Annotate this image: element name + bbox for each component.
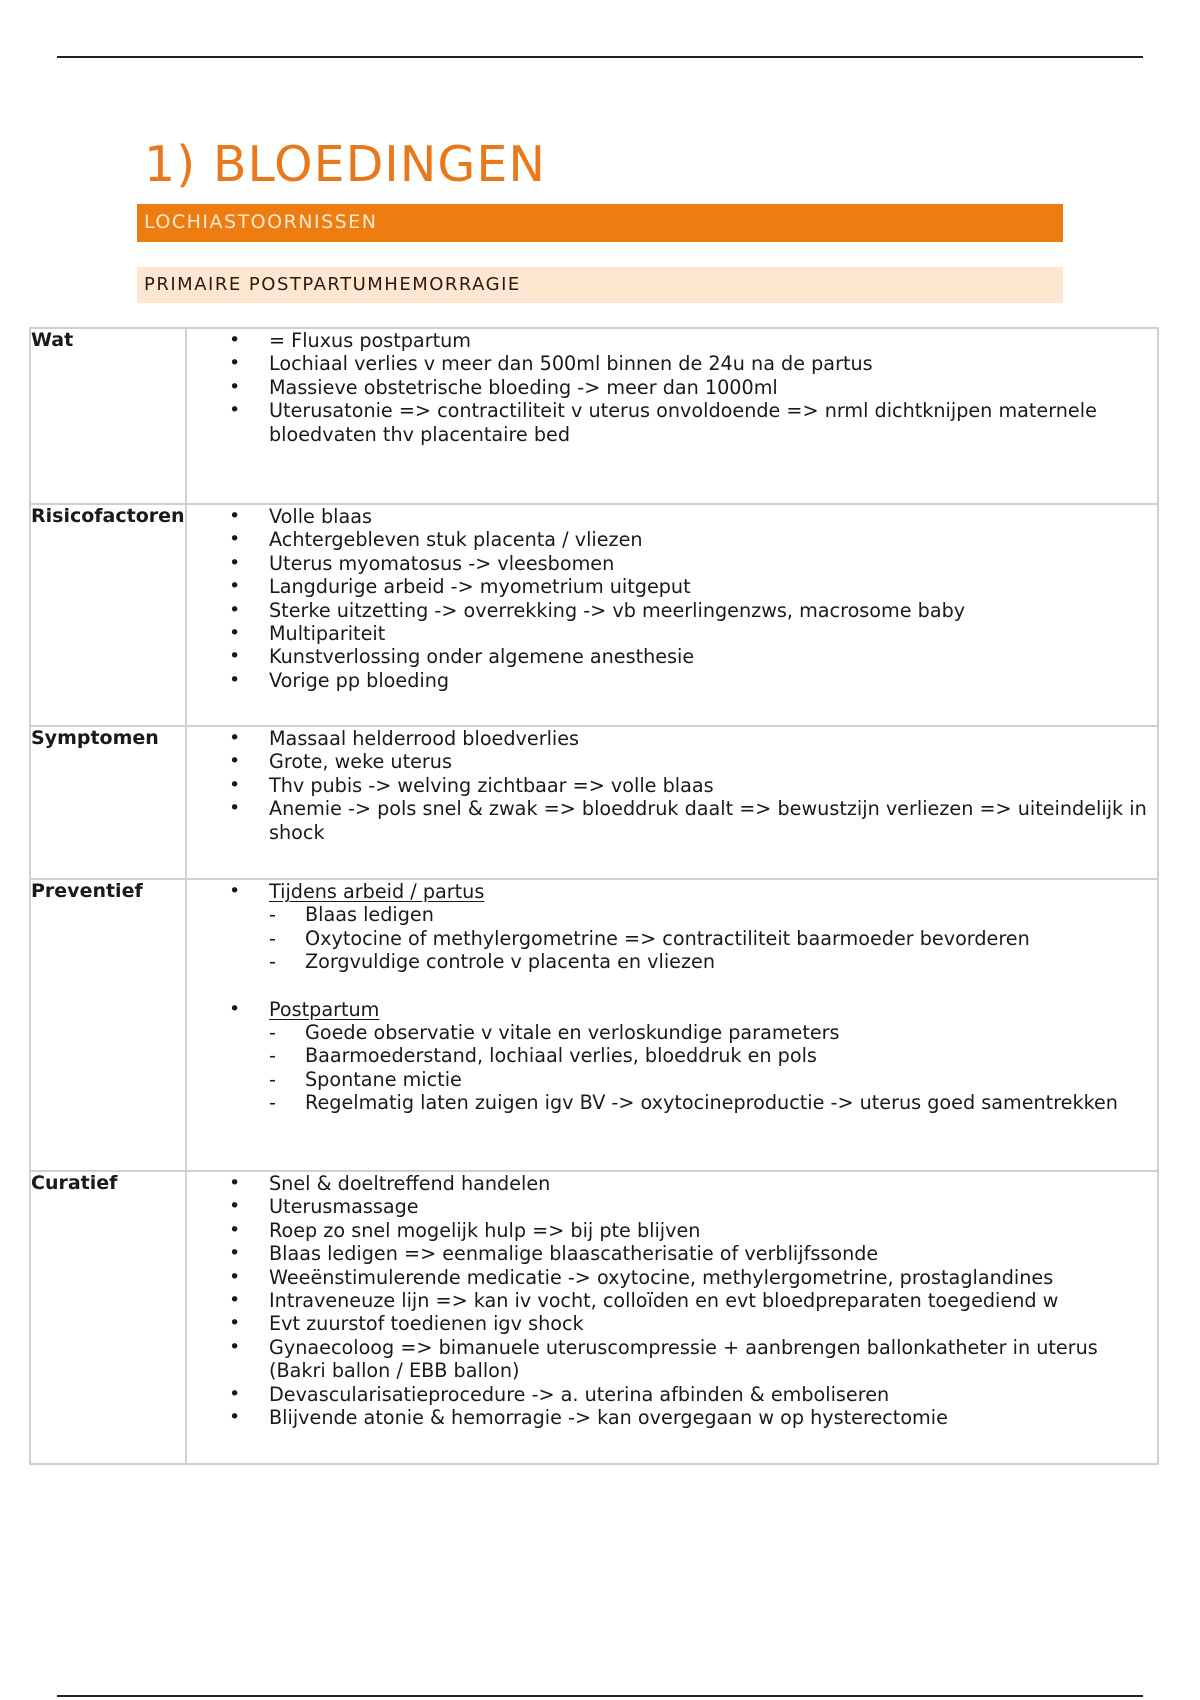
row-label: Symptomen [30,726,186,879]
list-item: • Kunstverlossing onder algemene anesthesie [187,645,1157,668]
list-item: • Thv pubis -> welving zichtbaar => volle blaas [187,774,1157,797]
row-content [186,879,1158,1171]
list-item: • = Fluxus postpartum [187,329,1157,352]
row-content [186,1171,1158,1464]
list-item: • Roep zo snel mogelijk hulp => bij pte blijven [187,1219,1157,1242]
list-item: • Volle blaas [187,505,1157,528]
table-row-curatief [30,1171,1158,1464]
row-label: Wat [30,328,186,504]
table-row-symptomen [30,726,1158,879]
list-item: • Blaas ledigen => eenmalige blaascatherisatie of verblijfssonde [187,1242,1157,1265]
sub-list-item: - Spontane mictie [187,1068,1157,1091]
sub-list-item: - Regelmatig laten zuigen igv BV -> oxytocineproductie -> uterus goed samentrekken [187,1091,1157,1114]
list-item: • Langdurige arbeid -> myometrium uitgeput [187,575,1157,598]
list-item: • Uterus myomatosus -> vleesbomen [187,552,1157,575]
table-row-wat [30,328,1158,504]
list-item: • Grote, weke uterus [187,750,1157,773]
row-label: Risicofactoren [30,504,186,726]
list-item: • Achtergebleven stuk placenta / vliezen [187,528,1157,551]
sub-list-item: - Goede observatie v vitale en verloskundige parameters [187,1021,1157,1044]
list-item-heading: • Tijdens arbeid / partus [187,880,1157,903]
row-content [186,726,1158,879]
list-item: • Lochiaal verlies v meer dan 500ml binnen de 24u na de partus [187,352,1157,375]
row-label: Preventief [30,879,186,1171]
table-row-risicofactoren [30,504,1158,726]
row-content [186,328,1158,504]
sub-list-item: - Zorgvuldige controle v placenta en vliezen [187,950,1157,973]
list-item: • Uterusatonie => contractiliteit v uterus onvoldoende => nrml dichtknijpen maternele bloedvaten thv placentaire bed [187,399,1157,446]
list-item: • Anemie -> pols snel & zwak => bloeddruk daalt => bewustzijn verliezen => uiteindelijk in shock [187,797,1157,844]
header-rule [57,56,1143,58]
list-item: • Blijvende atonie & hemorragie -> kan overgegaan w op hysterectomie [187,1406,1157,1429]
list-item: • Vorige pp bloeding [187,669,1157,692]
list-item: • Uterusmassage [187,1195,1157,1218]
list-item: • Massieve obstetrische bloeding -> meer dan 1000ml [187,376,1157,399]
row-label: Curatief [30,1171,186,1464]
list-item: • Devascularisatieprocedure -> a. uterina afbinden & emboliseren [187,1383,1157,1406]
sub-list-item: - Baarmoederstand, lochiaal verlies, bloeddruk en pols [187,1044,1157,1067]
table-row-preventief [30,879,1158,1171]
list-item: • Sterke uitzetting -> overrekking -> vb meerlingenzws, macrosome baby [187,599,1157,622]
section-heading: LOCHIASTOORNISSEN [137,204,1063,242]
row-content [186,504,1158,726]
list-item: • Multipariteit [187,622,1157,645]
footer-rule [57,1695,1143,1697]
list-item-heading: • Postpartum [187,998,1157,1021]
sub-list-item: - Oxytocine of methylergometrine => contractiliteit baarmoeder bevorderen [187,927,1157,950]
sub-list-item: - Blaas ledigen [187,903,1157,926]
list-item: • Evt zuurstof toedienen igv shock [187,1312,1157,1335]
list-item: • Intraveneuze lijn => kan iv vocht, colloïden en evt bloedpreparaten toegediend w [187,1289,1157,1312]
info-table [29,327,1159,1465]
list-item: • Massaal helderrood bloedverlies [187,727,1157,750]
subsection-heading: PRIMAIRE POSTPARTUMHEMORRAGIE [137,267,1063,303]
page-title: 1) BLOEDINGEN [144,136,546,193]
list-item: • Snel & doeltreffend handelen [187,1172,1157,1195]
list-item: • Gynaecoloog => bimanuele uteruscompressie + aanbrengen ballonkatheter in uterus (Bakri ballon / EBB ballon) [187,1336,1157,1383]
list-item: • Weeënstimulerende medicatie -> oxytocine, methylergometrine, prostaglandines [187,1266,1157,1289]
